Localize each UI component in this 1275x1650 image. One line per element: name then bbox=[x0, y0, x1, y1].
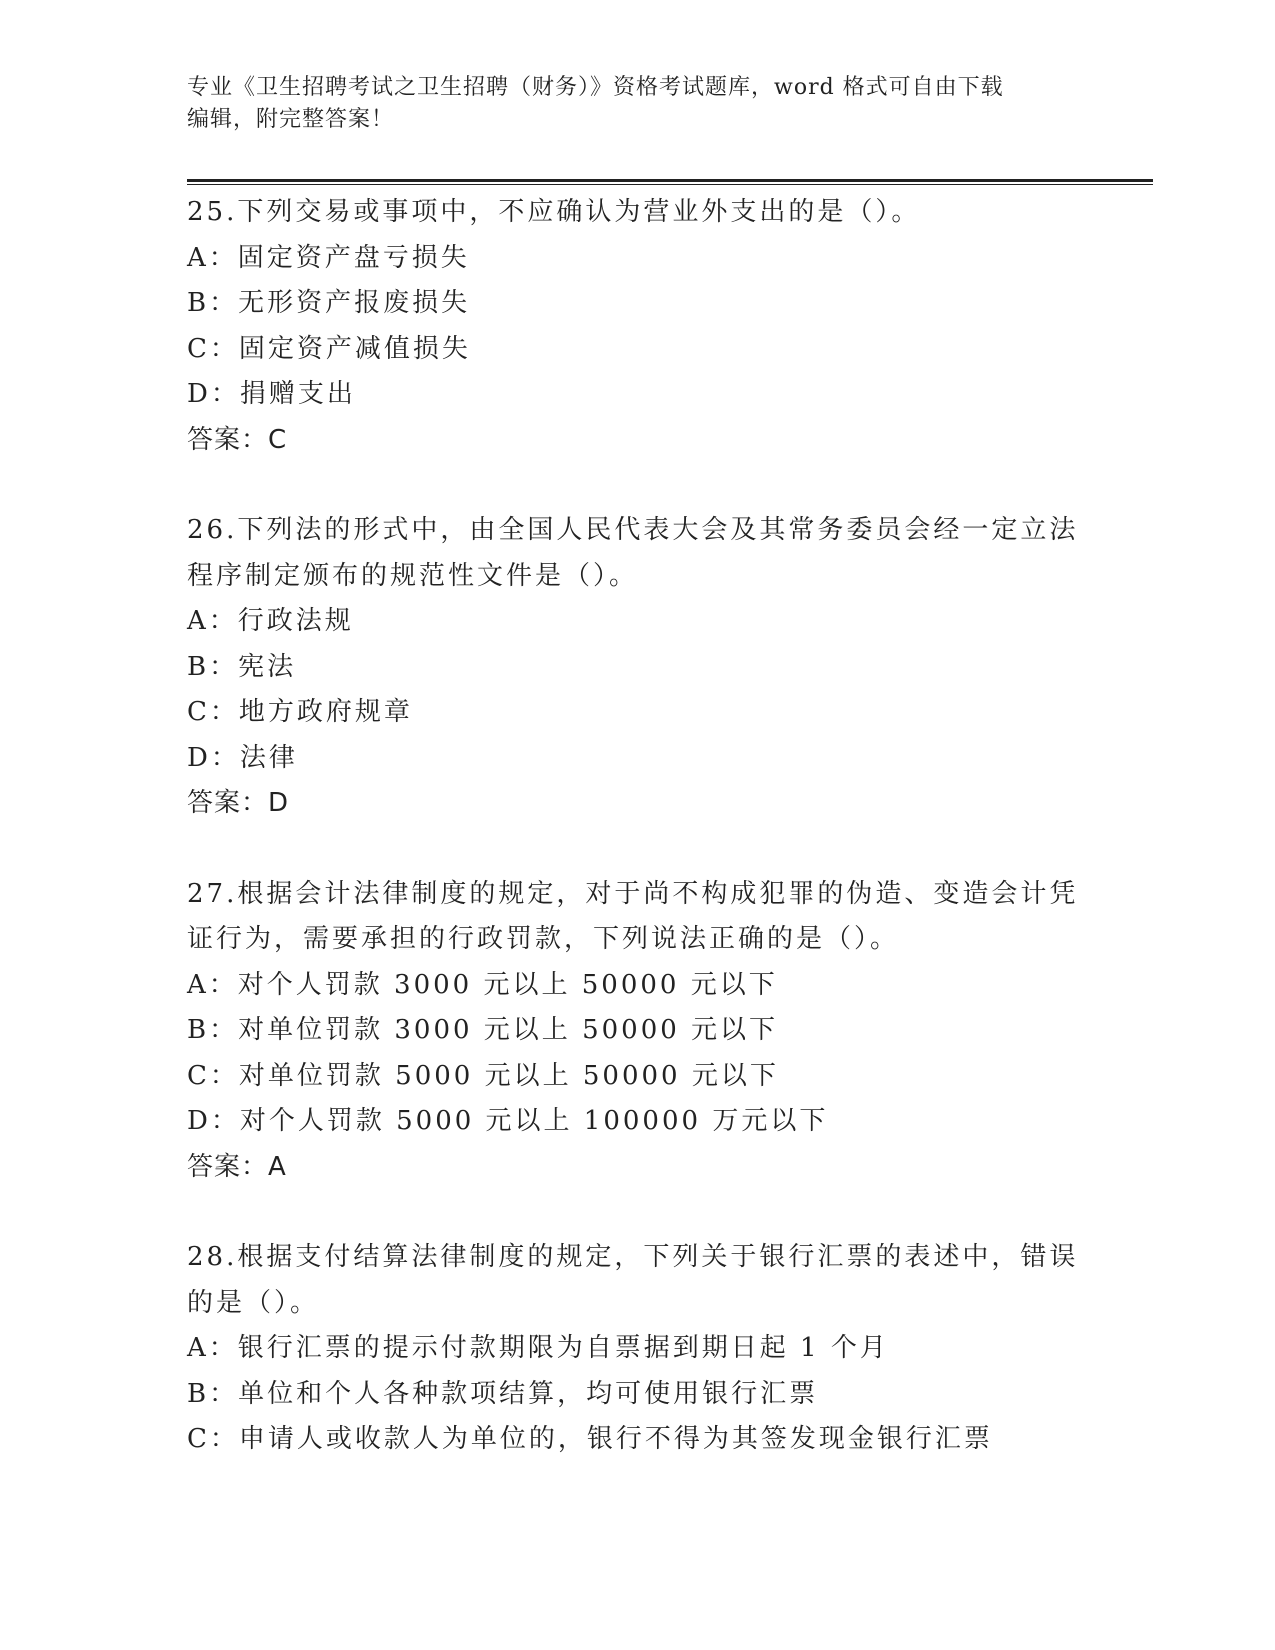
option-c: C：申请人或收款人为单位的，银行不得为其签发现金银行汇票 bbox=[187, 1424, 993, 1454]
option-b: B：无形资产报废损失 bbox=[187, 288, 471, 318]
header-divider-thick bbox=[187, 179, 1153, 182]
option-b: B：对单位罚款 3000 元以上 50000 元以下 bbox=[187, 1015, 779, 1045]
option-d: D：法律 bbox=[187, 742, 298, 773]
option-a: A：银行汇票的提示付款期限为自票据到期日起 1 个月 bbox=[187, 1333, 889, 1363]
question-text-continued: 程序制定颁布的规范性文件是（）。 bbox=[187, 560, 639, 591]
option-d: D：对个人罚款 5000 元以上 100000 万元以下 bbox=[187, 1106, 829, 1136]
option-a: A：对个人罚款 3000 元以上 50000 元以下 bbox=[187, 969, 778, 1000]
answer-label: 答案：A bbox=[187, 1151, 287, 1182]
option-b: B：宪法 bbox=[187, 651, 297, 682]
question-text-continued: 的是（）。 bbox=[187, 1287, 320, 1318]
option-c: C：对单位罚款 5000 元以上 50000 元以下 bbox=[187, 1060, 779, 1091]
question-text: 25.下列交易或事项中，不应确认为营业外支出的是（）。 bbox=[187, 197, 921, 227]
question-27 bbox=[187, 872, 1087, 1191]
question-text: 28.根据支付结算法律制度的规定，下列关于银行汇票的表述中，错误 bbox=[187, 1242, 1079, 1272]
header-line-2: 编辑，附完整答案！ bbox=[187, 107, 395, 132]
question-28 bbox=[187, 1235, 1087, 1463]
answer-label: 答案：C bbox=[187, 424, 288, 455]
question-26 bbox=[187, 508, 1087, 827]
option-a: A：行政法规 bbox=[187, 606, 354, 636]
document-header bbox=[187, 72, 1087, 136]
question-text-continued: 证行为，需要承担的行政罚款，下列说法正确的是（）。 bbox=[187, 924, 900, 954]
question-list bbox=[187, 190, 1087, 1508]
option-c: C：地方政府规章 bbox=[187, 697, 413, 727]
option-c: C：固定资产减值损失 bbox=[187, 333, 471, 364]
header-line-1: 专业《卫生招聘考试之卫生招聘（财务）》资格考试题库，word 格式可自由下载 bbox=[187, 75, 1004, 100]
header-divider-thin bbox=[187, 184, 1153, 185]
answer-label: 答案：D bbox=[187, 788, 290, 818]
option-d: D：捐赠支出 bbox=[187, 379, 356, 409]
question-text: 27.根据会计法律制度的规定，对于尚不构成犯罪的伪造、变造会计凭 bbox=[187, 878, 1079, 909]
option-a: A：固定资产盘亏损失 bbox=[187, 242, 470, 273]
option-b: B：单位和个人各种款项结算，均可使用银行汇票 bbox=[187, 1378, 819, 1409]
question-25 bbox=[187, 190, 1087, 463]
question-text: 26.下列法的形式中，由全国人民代表大会及其常务委员会经一定立法 bbox=[187, 515, 1079, 545]
